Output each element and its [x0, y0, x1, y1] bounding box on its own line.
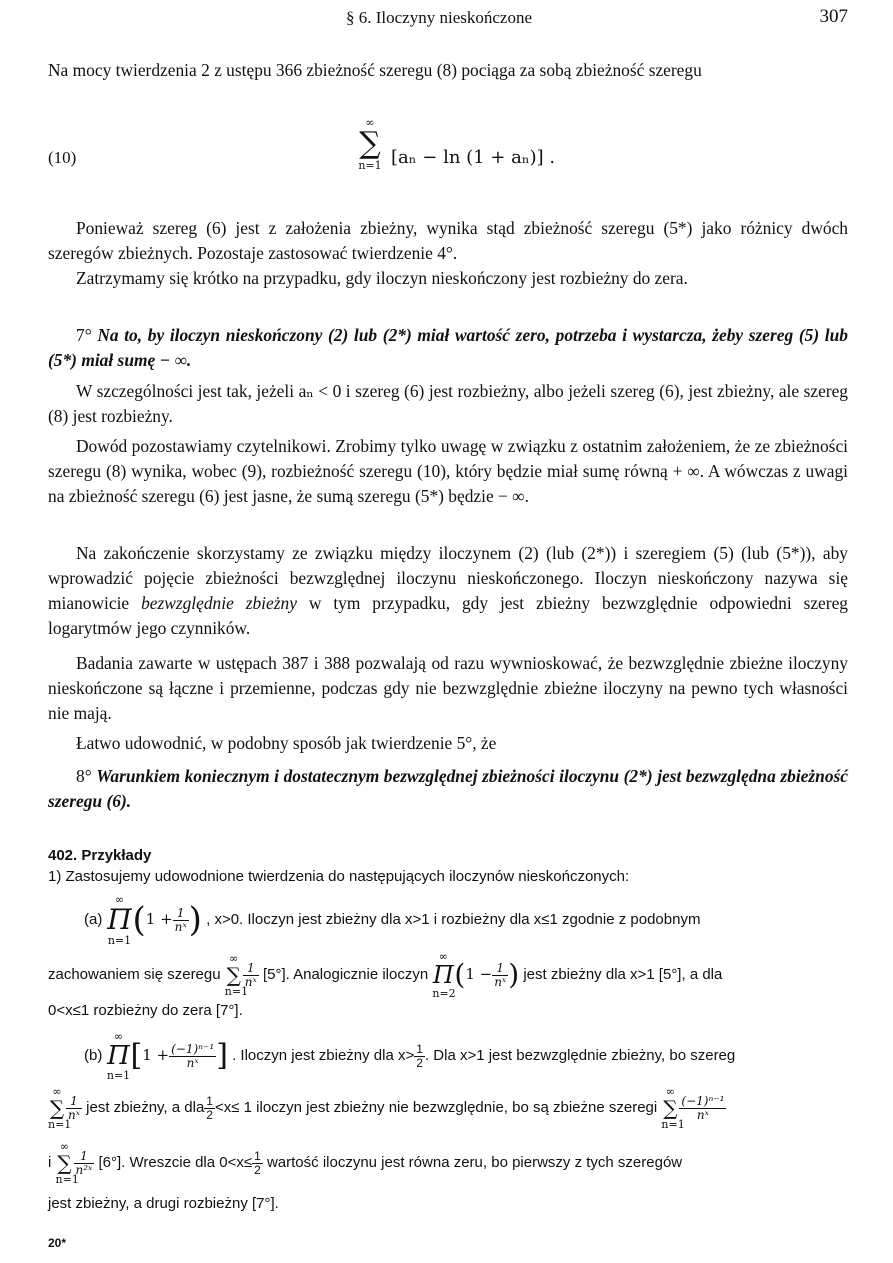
sum-upper-limit: ∞	[52, 1085, 62, 1098]
example-a-sum	[224, 952, 249, 998]
example-b-text-2: . Dla x>1 jest bezwzględnie zbieżny, bo szereg	[424, 1046, 736, 1064]
sum-upper-limit: ∞	[59, 1140, 70, 1153]
paragraph-7: Łatwo udowodnić, w podobny sposób jak twierdzenie 5°, że	[76, 733, 497, 753]
fraction-denominator: nˣ	[68, 1107, 80, 1122]
fraction	[173, 907, 189, 934]
sum-symbol: ∑	[57, 1151, 72, 1175]
page-number: 307	[819, 6, 848, 27]
example-a-line-3: 0<x≤1 rozbieżny do zera [7°].	[48, 1002, 243, 1019]
theorem-7	[48, 323, 848, 373]
sum-upper-limit: ∞	[665, 1085, 675, 1098]
left-paren: (	[454, 958, 466, 991]
product-lower-limit: n=2	[432, 987, 456, 1000]
example-a-text: , x>0. Iloczyn jest zbieżny dla x>1 i rozbieżny dla x≤1 zgodnie z podobnym	[206, 910, 701, 928]
example-a-line-2-part-b: [5°]. Analogicznie iloczyn	[262, 965, 429, 983]
example-a-label: (a)	[84, 910, 103, 928]
fraction-numerator: (−1)ⁿ⁻¹	[171, 1041, 215, 1056]
theorem-8-text: Warunkiem koniecznym i dostatecznym bezwzględnej zbieżności iloczynu (2*) jest bezwzględna zbieżność szeregu (6).	[48, 766, 848, 811]
example-b-line-1	[84, 1030, 735, 1082]
example-b-line-4: jest zbieżny, a drugi rozbieżny [7°].	[48, 1195, 279, 1212]
example-b-line-3-part-b: [6°]. Wreszcie dla 0<x≤	[98, 1153, 253, 1171]
fraction	[169, 1043, 216, 1070]
example-b-sum-1	[48, 1085, 72, 1131]
sum-symbol: ∑	[49, 1096, 65, 1120]
fraction-denominator: nˣ	[696, 1107, 709, 1122]
fraction-denominator: nˣ	[186, 1055, 199, 1070]
example-b-line-3-part-c: wartość iloczynu jest równa zeru, bo pierwszy z tych szeregów	[266, 1153, 683, 1171]
running-header	[48, 8, 848, 32]
signature-mark: 20*	[48, 1236, 67, 1250]
fraction-half	[252, 1150, 263, 1177]
example-b-line-3-part-a: i	[48, 1153, 52, 1171]
example-a-product-2	[432, 950, 454, 1000]
product-symbol: Π	[107, 1041, 130, 1071]
product-upper-limit: ∞	[114, 893, 125, 906]
theorem-8	[48, 764, 848, 814]
sum-symbol: ∑	[359, 126, 381, 161]
product-upper-limit: ∞	[113, 1030, 124, 1043]
fraction-numerator: 1	[492, 962, 508, 976]
one-plus: 1 +	[142, 1045, 170, 1064]
sum-lower-limit: n=1	[358, 159, 382, 172]
intro-paragraph: Na mocy twierdzenia 2 z ustępu 366 zbieżność szeregu (8) pociąga za sobą zbieżność szeregu	[48, 60, 702, 80]
sum-symbol: ∑	[663, 1096, 678, 1120]
fraction	[492, 962, 508, 989]
theorem-8-number: 8°	[76, 766, 92, 786]
fraction-denominator: nˣ	[244, 974, 257, 989]
fraction-half	[204, 1095, 215, 1122]
example-b-sum-2	[661, 1085, 685, 1131]
fraction	[243, 962, 259, 989]
section-title: § 6. Iloczyny nieskończone	[346, 8, 532, 27]
example-a-line-1	[84, 893, 700, 947]
paragraph-6: Badania zawarte w ustępach 387 i 388 pozwalają od razu wywnioskować, że bezwzględnie zbieżne iloczyny nieskończone są łączne i przemienne, podczas gdy nie bezwzględnie zbieżne iloczyny na pewno tych własności nie mają.	[48, 653, 848, 723]
product-upper-limit: ∞	[438, 950, 448, 963]
fraction-numerator: (−1)ⁿ⁻¹	[681, 1093, 725, 1108]
fraction-denominator: n²ˣ	[75, 1162, 93, 1177]
example-b-line-2-part-b: <x≤ 1 iloczyn jest zbieżny nie bezwzględnie, bo są zbieżne szeregi	[214, 1098, 658, 1116]
sum-upper-limit: ∞	[229, 952, 239, 965]
sum-lower-limit: n=1	[224, 985, 249, 998]
one-plus: 1 +	[145, 909, 173, 928]
fraction-denominator: nˣ	[174, 919, 187, 934]
one-minus: 1 −	[465, 964, 493, 983]
paragraph-2: Zatrzymamy się krótko na przypadku, gdy iloczyn nieskończony jest rozbieżny do zera.	[76, 268, 688, 288]
fraction-numerator: 1	[74, 1150, 95, 1164]
sum-upper-limit: ∞	[365, 116, 375, 129]
example-b-label: (b)	[84, 1046, 103, 1064]
fraction-numerator: 1	[66, 1095, 82, 1109]
example-b-line-3	[48, 1140, 848, 1186]
fraction-numerator: 1	[173, 907, 189, 921]
fraction-numerator: 1	[254, 1148, 261, 1163]
sum-lower-limit: n=1	[55, 1173, 79, 1186]
example-a-line-2-part-c: jest zbieżny dla x>1 [5°], a dla	[523, 965, 723, 983]
example-a-product	[107, 893, 133, 947]
sum-symbol: ∑	[226, 963, 241, 987]
product-lower-limit: n=1	[106, 1069, 131, 1082]
example-b-line-2	[48, 1085, 848, 1131]
fraction-half	[414, 1043, 425, 1070]
fraction-denominator: 2	[206, 1107, 213, 1122]
fraction-denominator: nˣ	[494, 974, 507, 989]
left-bracket: [	[130, 1038, 143, 1073]
sum-lower-limit: n=1	[661, 1118, 685, 1131]
paragraph-3: W szczególności jest tak, jeżeli aₙ < 0 i szereg (6) jest rozbieżny, albo jeżeli szereg (6), jest zbieżny, ale szereg (8) jest rozbieżny.	[48, 381, 848, 426]
paragraph-5-part-a: Na zakończenie skorzystamy ze związku między iloczynem (2) (lub (2*)) i szeregiem (5) (lub (5*)), aby wprowadzić pojęcie zbieżności bezwzględnej iloczynu nieskończonego. Iloczyn nieskończony nazywa się mianowicie	[48, 543, 848, 613]
fraction	[66, 1095, 82, 1122]
fraction-numerator: 1	[206, 1093, 213, 1108]
product-symbol: Π	[107, 903, 132, 936]
sum-lower-limit: n=1	[48, 1118, 72, 1131]
example-b-sum-3	[55, 1140, 79, 1186]
equation-10-label: (10)	[48, 148, 77, 167]
fraction	[74, 1150, 95, 1177]
example-b-product	[107, 1030, 131, 1082]
example-a-line-2	[48, 950, 848, 1000]
term-absolutely-convergent: bezwzględnie zbieżny	[141, 593, 297, 613]
fraction-denominator: 2	[416, 1055, 423, 1070]
example-b-line-2-part-a: jest zbieżny, a dla	[86, 1098, 205, 1116]
right-paren: )	[508, 958, 520, 991]
examples-heading: 402. Przykłady	[48, 847, 152, 864]
equation-10-sum	[350, 116, 390, 172]
paragraph-1: Ponieważ szereg (6) jest z założenia zbieżny, wynika stąd zbieżność szeregu (5*) jako różnicy dwóch szeregów zbieżnych. Pozostaje zastosować twierdzenie 4°.	[48, 218, 848, 263]
fraction-numerator: 1	[243, 962, 259, 976]
product-lower-limit: n=1	[107, 934, 132, 947]
theorem-7-text: Na to, by iloczyn nieskończony (2) lub (2*) miał wartość zero, potrzeba i wystarcza, żeby szereg (5) lub (5*) miał sumę − ∞.	[48, 325, 848, 370]
product-symbol: Π	[432, 961, 454, 989]
equation-10-body: [aₙ − ln (1 + aₙ)] .	[391, 147, 556, 168]
paragraph-5-part-b: w tym przypadku, gdy jest zbieżny bezwzględnie odpowiedni szereg logarytmów jego czynników.	[48, 593, 848, 638]
left-paren: (	[132, 900, 146, 940]
example-a-line-2-part-a: zachowaniem się szeregu	[48, 965, 221, 983]
paragraph-4: Dowód pozostawiamy czytelnikowi. Zrobimy tylko uwagę w związku z ostatnim założeniem, że ze zbieżności szeregu (8) wynika, wobec (9), rozbieżność szeregu (10), który będzie miał sumę równą + ∞. A wówczas z uwagi na zbieżność szeregu (6) jest jasne, że sumą szeregu (5*) będzie − ∞.	[48, 436, 848, 506]
right-paren: )	[188, 900, 202, 940]
examples-intro: 1) Zastosujemy udowodnione twierdzenia do następujących iloczynów nieskończonych:	[48, 868, 630, 885]
fraction-numerator: 1	[416, 1041, 423, 1056]
right-bracket: ]	[216, 1038, 228, 1073]
example-b-text: . Iloczyn jest zbieżny dla x>	[232, 1046, 415, 1064]
fraction-denominator: 2	[254, 1162, 261, 1177]
theorem-7-number: 7°	[76, 325, 92, 345]
paragraph-5	[48, 541, 848, 641]
fraction	[679, 1095, 726, 1122]
